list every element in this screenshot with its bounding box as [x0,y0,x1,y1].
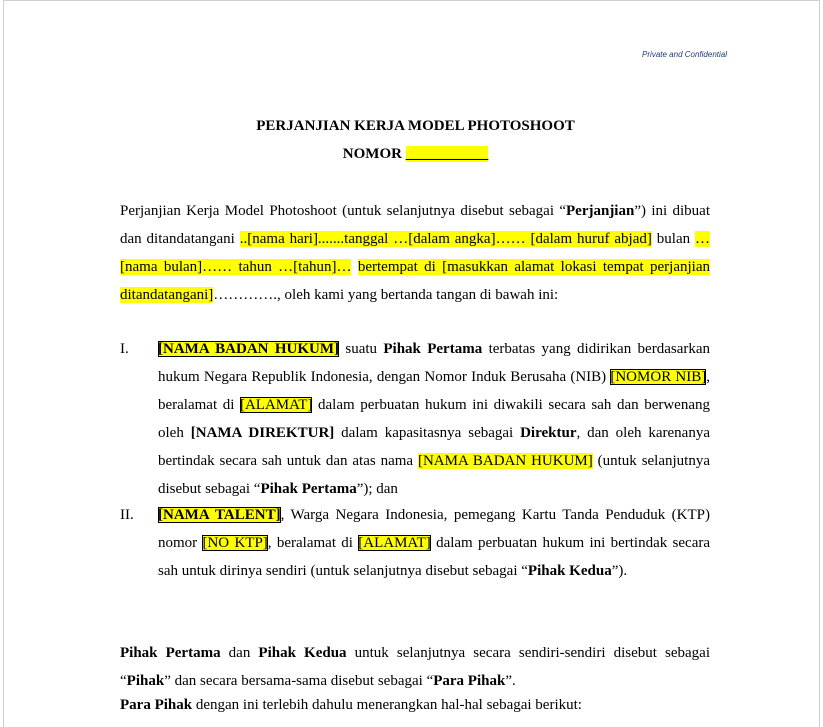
intro-paragraph [120,197,710,309]
intro-text: Perjanjian Kerja Model Photoshoot (untuk selanjutnya disebut sebagai “ [120,203,566,219]
party-two-fragment: , beralamat di [267,535,359,551]
closing-bold: Pihak Kedua [258,645,347,661]
party-one-fragment: , beralamat di [158,369,710,413]
party-two-fragment: dalam perbuatan hukum ini bertindak secara sah untuk dirinya sendiri (untuk selanjutnya disebut sebagai “ [158,535,711,579]
party-one-fragment: dalam perbuatan hukum ini diwakili secara sah dan berwenang oleh [158,397,710,441]
number-label: NOMOR [342,146,402,162]
party-two-text [158,501,710,585]
ktp-placeholder: [NO KTP] [202,535,268,551]
party-one-text [158,335,710,503]
nib-placeholder: [NOMOR NIB] [610,369,707,385]
final-text: dengan ini terlebih dahulu menerangkan hal-hal sebagai berikut: [192,697,582,713]
company-name-placeholder: [NAMA BADAN HUKUM] [158,341,340,357]
intro-text: …………., oleh kami yang bertanda tangan di bawah ini: [213,287,559,303]
document-number-line [4,146,823,163]
intro-bold-term: Perjanjian [566,203,635,219]
closing-text: ”. [505,673,516,689]
final-bold: Para Pihak [120,697,193,713]
number-blank: ___________ [405,146,489,162]
document-page [3,0,820,727]
party-one-fragment: terbatas yang didirikan berdasarkan hukum Negara Republik Indonesia, dengan Nomor Induk Berusaha (NIB) [158,341,711,385]
closing-bold: Para Pihak [433,673,506,689]
party-one-number: I. [120,341,129,357]
party-one-bold: Pihak Pertama [383,341,483,357]
document-title: PERJANJIAN KERJA MODEL PHOTOSHOOT [256,118,575,134]
party-one-fragment: dalam kapasitasnya sebagai [334,425,521,441]
director-title: Direktur [520,425,577,441]
talent-name-placeholder: [NAMA TALENT] [158,507,281,523]
party-two-number: II. [120,507,134,523]
party-one-fragment: (untuk selanjutnya disebut sebagai “ [158,453,711,497]
party-one-fragment: suatu [339,341,384,357]
closing-text: untuk selanjutnya secara sendiri-sendiri disebut sebagai “ [120,645,710,689]
closing-text: ” dan secara bersama-sama disebut sebagai “ [164,673,434,689]
party-two-fragment: ”). [611,563,628,579]
closing-text: dan [220,645,259,661]
closing-bold: Pihak [126,673,165,689]
director-name: [NAMA DIREKTUR] [190,425,335,441]
intro-text [351,259,357,275]
recitals-intro [120,691,710,719]
party-one-fragment: ”); dan [356,481,398,497]
party-one-fragment: , dan oleh karenanya bertindak secara sah untuk dan atas nama [158,425,710,469]
party-one-bold: Pihak Pertama [260,481,357,497]
parties-definition-paragraph [120,639,710,695]
party-two-fragment: , Warga Negara Indonesia, pemegang Kartu Tanda Penduduk (KTP) nomor [158,507,710,551]
talent-address-placeholder: [ALAMAT] [358,535,431,551]
intro-date-placeholder: ..[nama hari].......tanggal …[dalam angka]…… [dalam huruf abjad] [239,231,652,247]
address-placeholder: [ALAMAT] [239,397,313,413]
party-two-bold: Pihak Kedua [527,563,612,579]
intro-text: bulan [651,231,696,247]
confidential-note: Private and Confidential [642,50,727,59]
closing-bold: Pihak Pertama [120,645,221,661]
company-name-placeholder-2: [NAMA BADAN HUKUM] [417,453,593,469]
intro-text: ”) ini dibuat dan ditandatangani [120,203,710,247]
intro-month-placeholder: …[nama bulan]…… tahun …[tahun]… [120,231,711,275]
intro-location-placeholder: bertempat di [masukkan alamat lokasi tempat perjanjian ditandatangani] [120,259,710,303]
